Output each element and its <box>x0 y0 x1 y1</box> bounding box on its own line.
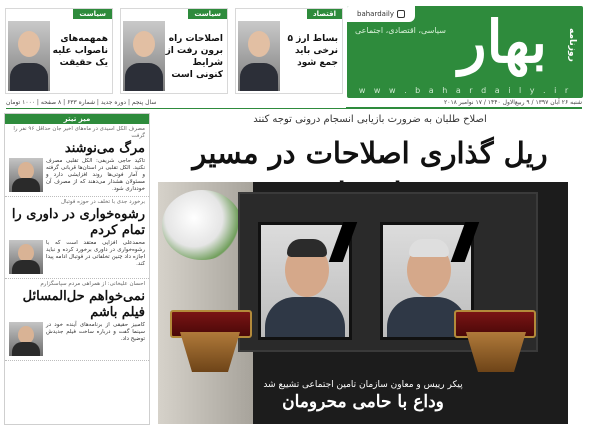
story-photo <box>9 240 43 274</box>
teaser-tag: سیاست <box>188 9 227 19</box>
story-item[interactable] <box>5 197 149 279</box>
teaser-economy[interactable] <box>235 8 343 94</box>
teaser-headline: بساط ارز ۵ نرخی باید جمع شود <box>287 34 338 68</box>
issue-info: سال پنجم | دوره جدید | شماره ۶۳۳ | ۸ صفحه | ۱۰۰۰ تومان <box>6 99 157 106</box>
story-body: کامبیز حقیقی از برنامه‌های آینده خود در سینما گفت و درباره ساخت فیلم جدیدش توضیح داد. <box>46 322 145 342</box>
teaser-tag: سیاست <box>73 9 112 19</box>
instagram-icon <box>397 10 405 18</box>
story-lead: احسان علیخانی: از همراهی مردم سپاسگزارم <box>40 281 145 287</box>
photo-caption-sub: پیکر رییس و معاون سازمان تامین اجتماعی تشییع شد <box>263 380 463 390</box>
divider <box>346 107 582 109</box>
teaser-politics-truth[interactable] <box>5 8 113 94</box>
story-photo <box>9 322 43 356</box>
masthead <box>347 6 583 98</box>
teaser-tag: اقتصاد <box>307 9 342 19</box>
story-title[interactable]: مرگ می‌نوشند <box>64 141 145 156</box>
flowers-shape <box>162 190 242 260</box>
column-header: میز تیتر <box>5 114 149 124</box>
story-photo <box>9 158 43 192</box>
main-headline[interactable]: ریل گذاری اصلاحات در مسیر <box>192 136 548 170</box>
story-item[interactable] <box>5 124 149 197</box>
story-title[interactable]: رشوه‌خواری در داوری را تمام کردم <box>11 207 145 238</box>
teaser-photo <box>238 21 280 91</box>
story-lead: برخورد جدی با تخلف در حوزه فوتبال <box>60 199 145 205</box>
teaser-headline: اصلاحات راه برون رفت از شرایط کنونی است <box>165 34 223 80</box>
instagram-handle[interactable] <box>347 6 415 22</box>
main-photo[interactable] <box>158 182 568 424</box>
main-kicker: اصلاح طلبان به ضرورت بازیابی انسجام درونی توجه کنند <box>253 114 487 125</box>
newspaper-logo: بهار <box>458 8 547 76</box>
story-body: محمدعلی افزایی معتقد است که با رشوه‌خواری در داوری برخورد کرده و نباید اجازه داد چنین تخلفاتی در فوتبال ادامه پیدا کند. <box>46 240 145 267</box>
issue-date: شنبه ۲۶ آبان ۱۳۹۷ / ۹ ربیع‌الاول ۱۴۴۰ / ۱۷ نوامبر ۲۰۱۸ <box>444 99 582 106</box>
teaser-photo <box>123 21 165 91</box>
teaser-photo <box>8 21 50 91</box>
teaser-politics-reform[interactable] <box>120 8 228 94</box>
story-item[interactable] <box>5 279 149 361</box>
photo-caption-main[interactable]: وداع با حامی محرومان <box>282 392 444 412</box>
website-address: w w w . b a h a r d a i l y . i r <box>358 86 572 95</box>
issue-date-bar <box>6 99 582 109</box>
teaser-headline: همهمه‌های ناصواب علیه یک حقیقت <box>52 34 108 68</box>
story-body: تاکید حاجی شریفی: الکل تقلبی مصرف نکنید. الکل تقلبی در استان‌ها قربانی گرفته و آمار فوتی‌ها روند افزایشی دارد و مسئولان هشدار می‌دهند که از مصرف آن خودداری شود. <box>46 158 145 192</box>
book-stand <box>466 332 526 372</box>
masthead-tagline: سیاسی، اقتصادی، اجتماعی <box>355 26 446 35</box>
story-title[interactable]: نمی‌خواهم حل‌المسائل فیلم باشم <box>22 289 145 320</box>
instagram-label: bahardaily <box>357 10 394 18</box>
masthead-side-label: روزنامه <box>567 28 577 62</box>
story-lead: مصرف الکل اسیدی در ماه‌های اخیر جان حداقل ۹۶ نفر را گرفت <box>13 126 145 139</box>
left-news-column <box>4 113 150 425</box>
